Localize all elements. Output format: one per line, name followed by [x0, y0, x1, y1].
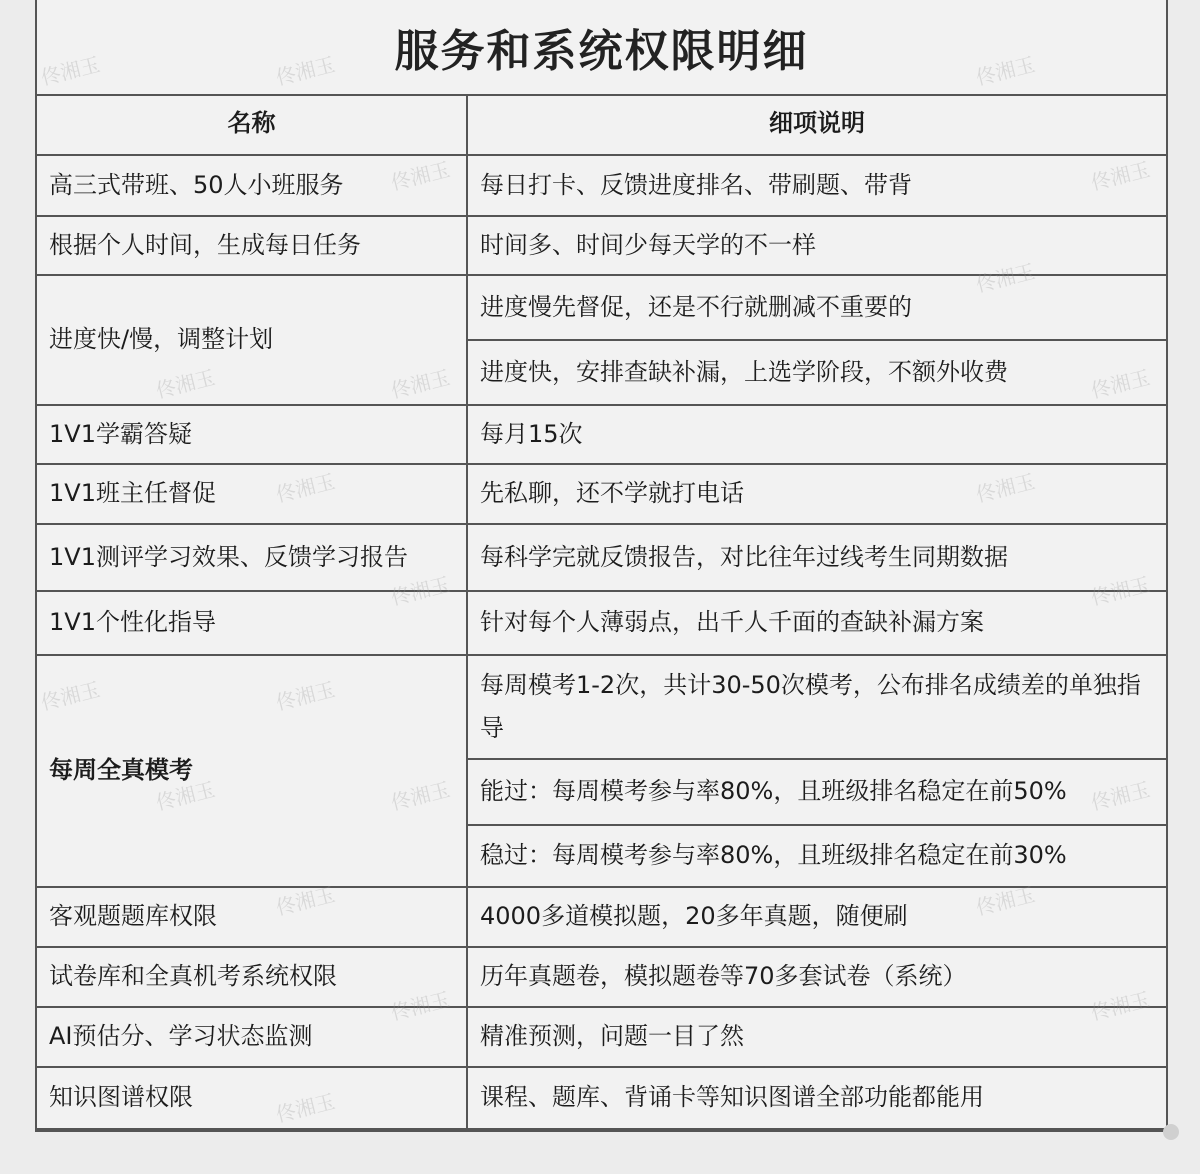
row-name: 1V1测评学习效果、反馈学习报告: [37, 524, 467, 591]
watermark-text: 佟湘玉: [388, 777, 453, 815]
scroll-indicator[interactable]: [1163, 1124, 1179, 1140]
table-row: [37, 275, 1166, 340]
table-row: [37, 405, 1166, 464]
row-name: 知识图谱权限: [37, 1067, 467, 1129]
table-row: [37, 947, 1166, 1007]
watermark-text: 佟湘玉: [973, 52, 1038, 90]
column-header-detail: 细项说明: [467, 94, 1166, 155]
row-detail: 课程、题库、背诵卡等知识图谱全部功能都能用: [467, 1067, 1166, 1129]
watermark-text: 佟湘玉: [1088, 157, 1153, 195]
watermark-text: 佟湘玉: [1088, 777, 1153, 815]
row-detail: 能过：每周模考参与率80%，且班级排名稳定在前50%: [467, 759, 1166, 825]
row-name: 试卷库和全真机考系统权限: [37, 947, 467, 1007]
watermark-text: 佟湘玉: [388, 365, 453, 403]
watermark-text: 佟湘玉: [973, 469, 1038, 507]
watermark-text: 佟湘玉: [273, 677, 338, 715]
document-sheet: [35, 0, 1168, 1132]
watermark-text: 佟湘玉: [1088, 987, 1153, 1025]
row-name: 客观题题库权限: [37, 887, 467, 947]
table-row: [37, 1067, 1166, 1129]
watermark-text: 佟湘玉: [153, 777, 218, 815]
table-row: [37, 216, 1166, 275]
watermark-text: 佟湘玉: [388, 572, 453, 610]
row-detail: 进度慢先督促，还是不行就删减不重要的: [467, 275, 1166, 340]
row-detail: 每科学完就反馈报告，对比往年过线考生同期数据: [467, 524, 1166, 591]
column-header-name: 名称: [37, 94, 467, 155]
row-detail: 先私聊，还不学就打电话: [467, 464, 1166, 524]
row-detail: 精准预测，问题一目了然: [467, 1007, 1166, 1067]
row-name: AI预估分、学习状态监测: [37, 1007, 467, 1067]
table-header-row: [37, 94, 1166, 155]
watermark-text: 佟湘玉: [273, 882, 338, 920]
watermark-text: 佟湘玉: [273, 469, 338, 507]
watermark-text: 佟湘玉: [1088, 572, 1153, 610]
row-detail: 稳过：每周模考参与率80%，且班级排名稳定在前30%: [467, 825, 1166, 887]
row-detail: 每周模考1-2次，共计30-50次模考，公布排名成绩差的单独指导: [467, 655, 1166, 759]
row-name: 1V1班主任督促: [37, 464, 467, 524]
row-detail: 4000多道模拟题，20多年真题，随便刷: [467, 887, 1166, 947]
watermark-text: 佟湘玉: [1088, 365, 1153, 403]
row-name: 进度快/慢，调整计划: [37, 275, 467, 405]
row-detail: 时间多、时间少每天学的不一样: [467, 216, 1166, 275]
table-row: [37, 655, 1166, 759]
watermark-text: 佟湘玉: [388, 157, 453, 195]
watermark-text: 佟湘玉: [388, 987, 453, 1025]
table-row: [37, 1007, 1166, 1067]
row-name: 1V1学霸答疑: [37, 405, 467, 464]
watermark-text: 佟湘玉: [973, 882, 1038, 920]
watermark-text: 佟湘玉: [153, 365, 218, 403]
row-name: 1V1个性化指导: [37, 591, 467, 655]
table-row: [37, 524, 1166, 591]
table-row: [37, 155, 1166, 216]
table-row: [37, 887, 1166, 947]
watermark-text: 佟湘玉: [38, 677, 103, 715]
watermark-text: 佟湘玉: [273, 52, 338, 90]
row-name: 每周全真模考: [37, 655, 467, 887]
watermark-text: 佟湘玉: [273, 1089, 338, 1127]
row-detail: 每月15次: [467, 405, 1166, 464]
table-row: [37, 464, 1166, 524]
watermark-text: 佟湘玉: [38, 52, 103, 90]
row-detail: 针对每个人薄弱点，出千人千面的查缺补漏方案: [467, 591, 1166, 655]
row-detail: 历年真题卷，模拟题卷等70多套试卷（系统）: [467, 947, 1166, 1007]
row-detail: 每日打卡、反馈进度排名、带刷题、带背: [467, 155, 1166, 216]
row-name: 高三式带班、50人小班服务: [37, 155, 467, 216]
page-title: 服务和系统权限明细: [37, 0, 1166, 96]
row-detail: 进度快，安排查缺补漏，上选学阶段，不额外收费: [467, 340, 1166, 405]
row-name: 根据个人时间，生成每日任务: [37, 216, 467, 275]
table-row: [37, 591, 1166, 655]
permissions-table: [37, 94, 1166, 1130]
watermark-text: 佟湘玉: [973, 259, 1038, 297]
